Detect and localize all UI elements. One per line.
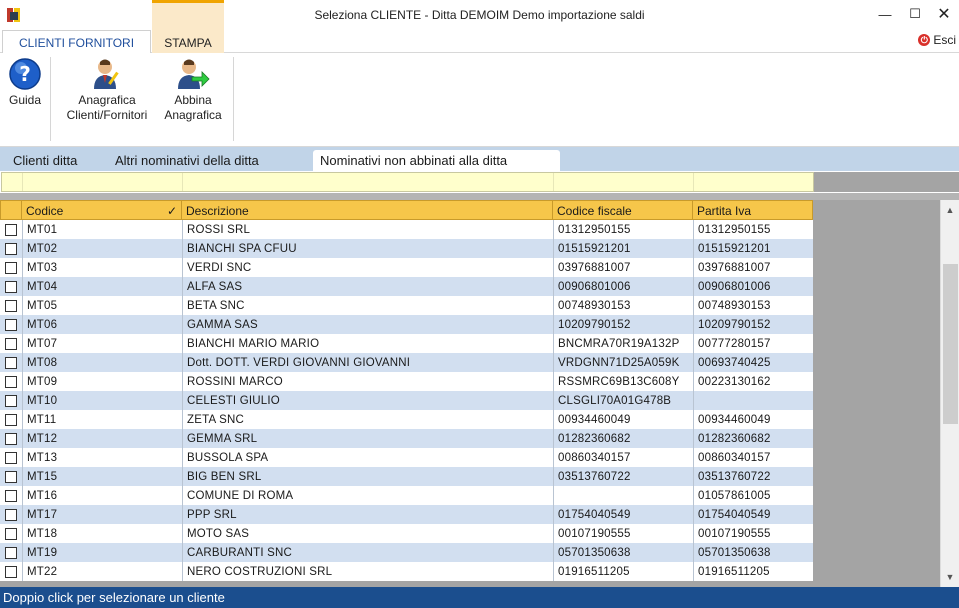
maximize-button[interactable]: ☐ bbox=[909, 6, 921, 21]
filter-row[interactable] bbox=[1, 172, 814, 192]
header-codice-label: Codice bbox=[26, 203, 64, 218]
cell-partita-iva: 01754040549 bbox=[693, 505, 813, 524]
person-arrow-icon bbox=[176, 57, 210, 91]
cell-codice-fiscale: 03513760722 bbox=[553, 467, 693, 486]
cell-codice-fiscale: 00906801006 bbox=[553, 277, 693, 296]
row-checkbox[interactable] bbox=[0, 467, 22, 486]
filter-divider bbox=[22, 173, 23, 191]
cell-codice-fiscale: 01754040549 bbox=[553, 505, 693, 524]
table-row[interactable] bbox=[0, 543, 813, 562]
table-row[interactable] bbox=[0, 372, 813, 391]
cell-codice: MT11 bbox=[22, 410, 182, 429]
cell-partita-iva: 00777280157 bbox=[693, 334, 813, 353]
table-row[interactable] bbox=[0, 505, 813, 524]
cell-descrizione: ZETA SNC bbox=[182, 410, 553, 429]
guida-button[interactable] bbox=[4, 57, 46, 108]
tab-nominativi-non-abbinati[interactable]: Nominativi non abbinati alla ditta bbox=[313, 150, 560, 171]
ribbon-tab-bar bbox=[0, 30, 959, 53]
cell-codice-fiscale: 00934460049 bbox=[553, 410, 693, 429]
cell-descrizione: CELESTI GIULIO bbox=[182, 391, 553, 410]
cell-codice-fiscale: CLSGLI70A01G478B bbox=[553, 391, 693, 410]
table-row[interactable] bbox=[0, 562, 813, 581]
row-checkbox[interactable] bbox=[0, 486, 22, 505]
cell-partita-iva: 00693740425 bbox=[693, 353, 813, 372]
checkbox-box[interactable] bbox=[5, 547, 17, 559]
cell-descrizione: ROSSINI MARCO bbox=[182, 372, 553, 391]
cell-codice: MT01 bbox=[22, 220, 182, 239]
cell-partita-iva: 03976881007 bbox=[693, 258, 813, 277]
header-codice[interactable] bbox=[22, 201, 182, 220]
cell-partita-iva: 01515921201 bbox=[693, 239, 813, 258]
abbina-anagrafica-button[interactable] bbox=[156, 57, 230, 123]
checkbox-box[interactable] bbox=[5, 338, 17, 350]
cell-codice: MT02 bbox=[22, 239, 182, 258]
checkbox-box[interactable] bbox=[5, 319, 17, 331]
table-row[interactable] bbox=[0, 486, 813, 505]
row-checkbox[interactable] bbox=[0, 429, 22, 448]
checkbox-box[interactable] bbox=[5, 281, 17, 293]
title-bar bbox=[0, 0, 959, 30]
sort-check-icon: ✓ bbox=[166, 203, 177, 218]
row-checkbox[interactable] bbox=[0, 239, 22, 258]
table-row[interactable] bbox=[0, 448, 813, 467]
checkbox-box[interactable] bbox=[5, 433, 17, 445]
cell-codice: MT04 bbox=[22, 277, 182, 296]
cell-codice-fiscale: 10209790152 bbox=[553, 315, 693, 334]
row-checkbox[interactable] bbox=[0, 562, 22, 581]
cell-partita-iva: 05701350638 bbox=[693, 543, 813, 562]
cell-codice-fiscale: 03976881007 bbox=[553, 258, 693, 277]
anagrafica-button[interactable] bbox=[58, 57, 156, 123]
cell-codice-fiscale: 01515921201 bbox=[553, 239, 693, 258]
table-row[interactable] bbox=[0, 239, 813, 258]
minimize-button[interactable]: — bbox=[878, 6, 892, 22]
ribbon-separator bbox=[50, 57, 51, 141]
cell-codice-fiscale: RSSMRC69B13C608Y bbox=[553, 372, 693, 391]
row-checkbox[interactable] bbox=[0, 334, 22, 353]
table-row[interactable] bbox=[0, 315, 813, 334]
checkbox-box[interactable] bbox=[5, 300, 17, 312]
cell-descrizione: BIANCHI MARIO MARIO bbox=[182, 334, 553, 353]
row-checkbox[interactable] bbox=[0, 505, 22, 524]
cell-descrizione: COMUNE DI ROMA bbox=[182, 486, 553, 505]
checkbox-box[interactable] bbox=[5, 414, 17, 426]
exit-button[interactable] bbox=[918, 33, 956, 47]
table-row[interactable] bbox=[0, 524, 813, 543]
scroll-up-icon[interactable]: ▲ bbox=[945, 205, 955, 215]
table-row[interactable] bbox=[0, 391, 813, 410]
cell-descrizione: ALFA SAS bbox=[182, 277, 553, 296]
row-checkbox[interactable] bbox=[0, 296, 22, 315]
row-checkbox[interactable] bbox=[0, 372, 22, 391]
row-checkbox[interactable] bbox=[0, 543, 22, 562]
cell-descrizione: VERDI SNC bbox=[182, 258, 553, 277]
row-checkbox[interactable] bbox=[0, 353, 22, 372]
cell-partita-iva: 00906801006 bbox=[693, 277, 813, 296]
table-row[interactable] bbox=[0, 296, 813, 315]
help-icon bbox=[8, 57, 42, 91]
row-checkbox[interactable] bbox=[0, 524, 22, 543]
cell-codice: MT05 bbox=[22, 296, 182, 315]
checkbox-box[interactable] bbox=[5, 357, 17, 369]
checkbox-box[interactable] bbox=[5, 528, 17, 540]
checkbox-box[interactable] bbox=[5, 471, 17, 483]
cell-codice: MT18 bbox=[22, 524, 182, 543]
cell-partita-iva: 01312950155 bbox=[693, 220, 813, 239]
filter-divider bbox=[553, 173, 554, 191]
subtab-bar bbox=[0, 147, 959, 171]
cell-codice-fiscale: 00748930153 bbox=[553, 296, 693, 315]
cell-partita-iva: 01057861005 bbox=[693, 486, 813, 505]
cell-codice: MT12 bbox=[22, 429, 182, 448]
row-checkbox[interactable] bbox=[0, 258, 22, 277]
cell-codice-fiscale: 01282360682 bbox=[553, 429, 693, 448]
cell-codice: MT09 bbox=[22, 372, 182, 391]
cell-codice: MT16 bbox=[22, 486, 182, 505]
table-row[interactable] bbox=[0, 277, 813, 296]
checkbox-box[interactable] bbox=[5, 566, 17, 578]
cell-partita-iva bbox=[693, 391, 813, 410]
cell-descrizione: Dott. DOTT. VERDI GIOVANNI GIOVANNI bbox=[182, 353, 553, 372]
cell-codice-fiscale: VRDGNN71D25A059K bbox=[553, 353, 693, 372]
tab-stampa[interactable]: STAMPA bbox=[152, 0, 224, 53]
cell-codice-fiscale: 01916511205 bbox=[553, 562, 693, 581]
row-checkbox[interactable] bbox=[0, 410, 22, 429]
cell-codice: MT13 bbox=[22, 448, 182, 467]
table-row[interactable] bbox=[0, 410, 813, 429]
table-row[interactable] bbox=[0, 353, 813, 372]
table-row[interactable] bbox=[0, 467, 813, 486]
filter-divider bbox=[693, 173, 694, 191]
cell-descrizione: BETA SNC bbox=[182, 296, 553, 315]
cell-descrizione: NERO COSTRUZIONI SRL bbox=[182, 562, 553, 581]
cell-partita-iva: 01916511205 bbox=[693, 562, 813, 581]
cell-partita-iva: 00223130162 bbox=[693, 372, 813, 391]
ribbon-separator bbox=[233, 57, 234, 141]
row-checkbox[interactable] bbox=[0, 220, 22, 239]
vertical-scrollbar[interactable] bbox=[940, 200, 959, 587]
cell-codice-fiscale: BNCMRA70R19A132P bbox=[553, 334, 693, 353]
cell-descrizione: BUSSOLA SPA bbox=[182, 448, 553, 467]
cell-codice: MT10 bbox=[22, 391, 182, 410]
cell-codice: MT17 bbox=[22, 505, 182, 524]
window-title: Seleziona CLIENTE - Ditta DEMOIM Demo importazione saldi bbox=[314, 8, 645, 22]
cell-codice: MT08 bbox=[22, 353, 182, 372]
checkbox-box[interactable] bbox=[5, 395, 17, 407]
cell-codice-fiscale: 05701350638 bbox=[553, 543, 693, 562]
checkbox-box[interactable] bbox=[5, 490, 17, 502]
tab-altri-nominativi[interactable]: Altri nominativi della ditta bbox=[115, 153, 259, 168]
scroll-down-icon[interactable]: ▼ bbox=[945, 572, 955, 582]
status-bar: Doppio click per selezionare un cliente bbox=[0, 587, 959, 608]
row-checkbox[interactable] bbox=[0, 277, 22, 296]
cell-codice: MT06 bbox=[22, 315, 182, 334]
filter-empty-area bbox=[814, 172, 959, 192]
power-icon: ⏻ bbox=[918, 34, 930, 46]
cell-descrizione: BIANCHI SPA CFUU bbox=[182, 239, 553, 258]
cell-descrizione: GAMMA SAS bbox=[182, 315, 553, 334]
close-button[interactable]: ✕ bbox=[937, 6, 951, 23]
grid-header bbox=[0, 200, 813, 220]
cell-codice-fiscale: 00107190555 bbox=[553, 524, 693, 543]
svg-text:?: ? bbox=[19, 62, 31, 86]
table-row[interactable] bbox=[0, 220, 813, 239]
row-checkbox[interactable] bbox=[0, 391, 22, 410]
table-row[interactable] bbox=[0, 429, 813, 448]
table-row[interactable] bbox=[0, 334, 813, 353]
cell-codice: MT22 bbox=[22, 562, 182, 581]
header-descrizione[interactable]: Descrizione bbox=[182, 201, 553, 220]
checkbox-box[interactable] bbox=[5, 224, 17, 236]
cell-descrizione: MOTO SAS bbox=[182, 524, 553, 543]
checkbox-box[interactable] bbox=[5, 452, 17, 464]
row-checkbox[interactable] bbox=[0, 448, 22, 467]
header-checkbox-column bbox=[1, 201, 22, 220]
cell-descrizione: GEMMA SRL bbox=[182, 429, 553, 448]
filter-divider bbox=[182, 173, 183, 191]
cell-codice-fiscale: 01312950155 bbox=[553, 220, 693, 239]
exit-label: Esci bbox=[933, 33, 956, 47]
checkbox-box[interactable] bbox=[5, 509, 17, 521]
tab-clienti-ditta[interactable]: Clienti ditta bbox=[13, 153, 78, 168]
cell-descrizione: CARBURANTI SNC bbox=[182, 543, 553, 562]
checkbox-box[interactable] bbox=[5, 262, 17, 274]
cell-descrizione: PPP SRL bbox=[182, 505, 553, 524]
cell-codice: MT07 bbox=[22, 334, 182, 353]
cell-codice: MT03 bbox=[22, 258, 182, 277]
cell-partita-iva: 00934460049 bbox=[693, 410, 813, 429]
clients-grid bbox=[0, 200, 940, 587]
cell-codice-fiscale bbox=[553, 486, 693, 505]
scroll-thumb[interactable] bbox=[943, 264, 958, 424]
cell-descrizione: BIG BEN SRL bbox=[182, 467, 553, 486]
header-partita-iva[interactable]: Partita Iva bbox=[697, 203, 752, 218]
ribbon-toolbar bbox=[0, 53, 959, 147]
anagrafica-label: Anagrafica Clienti/Fornitori bbox=[66, 93, 148, 122]
grid-rows bbox=[0, 220, 813, 581]
person-edit-icon bbox=[90, 57, 124, 91]
cell-partita-iva: 00748930153 bbox=[693, 296, 813, 315]
header-codice-fiscale[interactable]: Codice fiscale bbox=[553, 201, 693, 220]
cell-partita-iva: 10209790152 bbox=[693, 315, 813, 334]
checkbox-box[interactable] bbox=[5, 376, 17, 388]
cell-partita-iva: 00860340157 bbox=[693, 448, 813, 467]
abbina-label: Abbina Anagrafica bbox=[164, 93, 222, 122]
table-row[interactable] bbox=[0, 258, 813, 277]
row-checkbox[interactable] bbox=[0, 315, 22, 334]
cell-codice-fiscale: 00860340157 bbox=[553, 448, 693, 467]
tab-clienti-fornitori[interactable]: CLIENTI FORNITORI bbox=[2, 30, 151, 54]
guida-label: Guida bbox=[8, 93, 42, 107]
cell-partita-iva: 01282360682 bbox=[693, 429, 813, 448]
cell-codice: MT15 bbox=[22, 467, 182, 486]
grid-separator bbox=[0, 193, 959, 200]
cell-partita-iva: 00107190555 bbox=[693, 524, 813, 543]
cell-descrizione: ROSSI SRL bbox=[182, 220, 553, 239]
checkbox-box[interactable] bbox=[5, 243, 17, 255]
cell-partita-iva: 03513760722 bbox=[693, 467, 813, 486]
cell-codice: MT19 bbox=[22, 543, 182, 562]
